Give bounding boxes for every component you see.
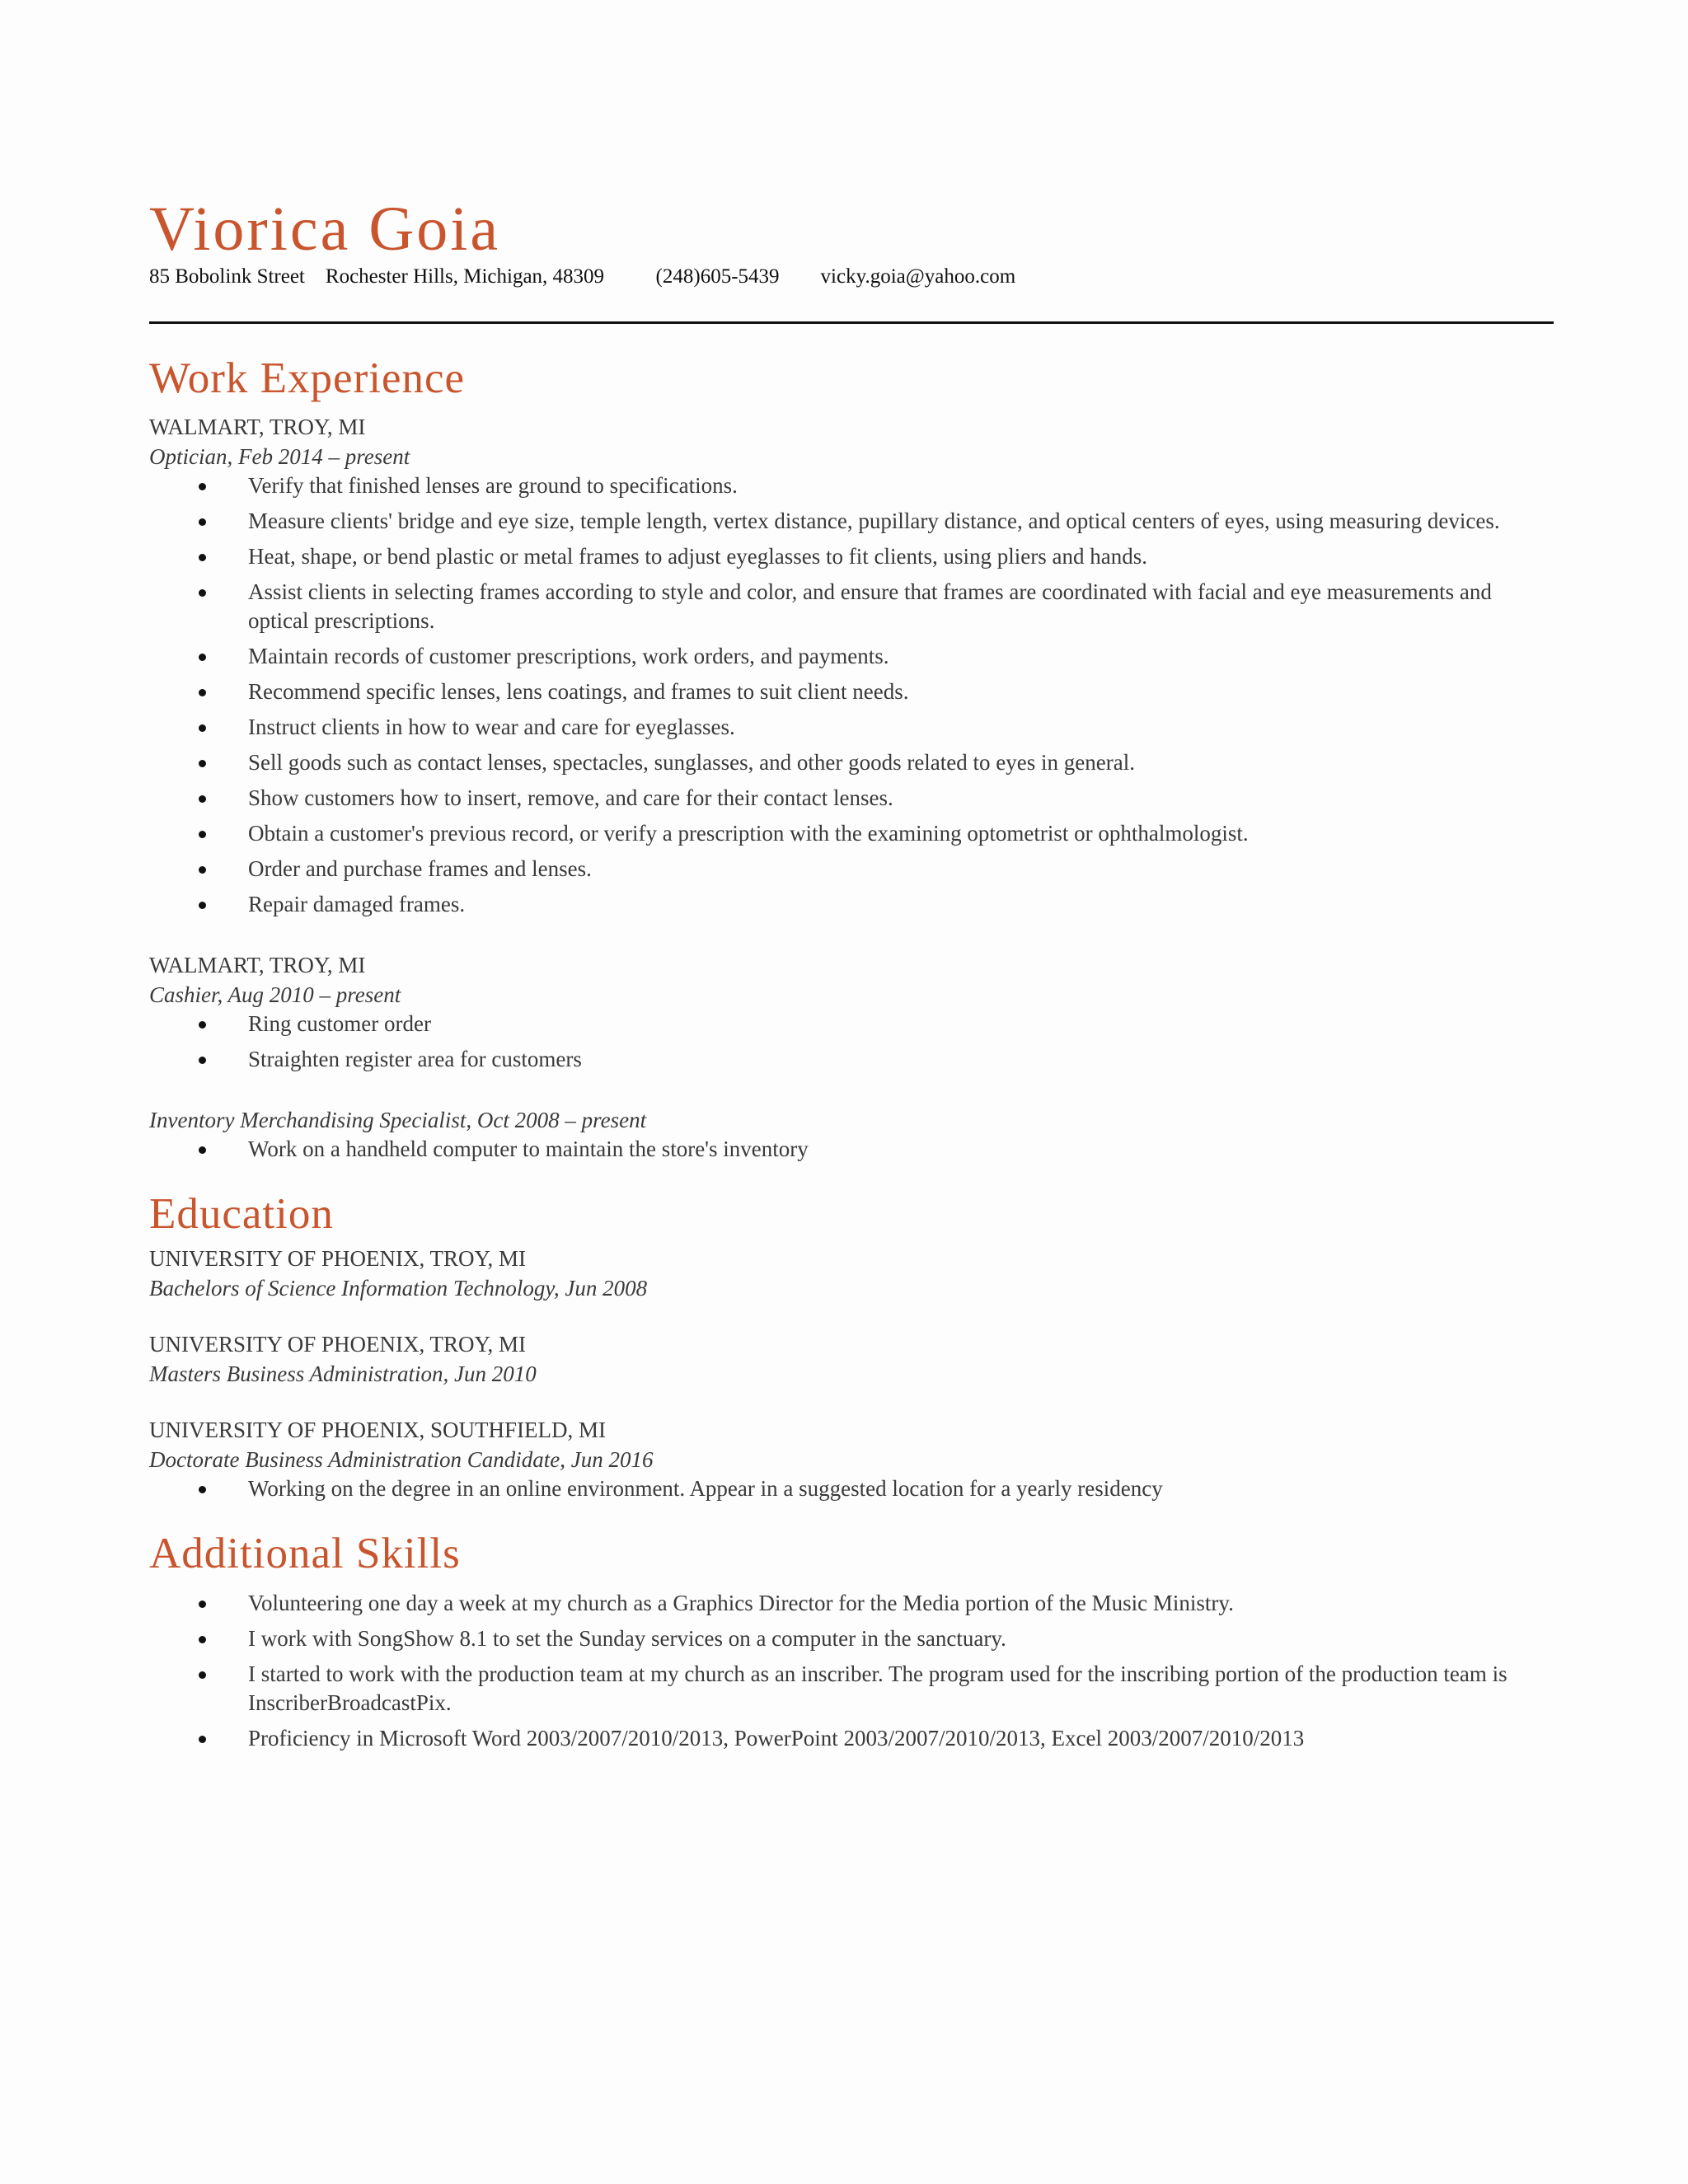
contact-street: 85 Bobolink Street xyxy=(149,265,305,288)
job-org: WALMART, TROY, MI xyxy=(149,414,366,439)
job-role: Cashier, Aug 2010 – present xyxy=(149,982,401,1007)
list-item xyxy=(149,1045,1554,1074)
list-item-text: Obtain a customer's previous record, or verify a prescription with the examining optometrist or ophthalmologist. xyxy=(248,820,1249,846)
list-item xyxy=(149,507,1554,536)
list-item-text: Show customers how to insert, remove, and care for their contact lenses. xyxy=(248,785,893,810)
school-name: UNIVERSITY OF PHOENIX, SOUTHFIELD, MI xyxy=(149,1418,606,1443)
list-item-text: Ring customer order xyxy=(248,1010,431,1036)
contact-email: vicky.goia@yahoo.com xyxy=(820,265,1016,288)
list-item xyxy=(149,1624,1554,1653)
list-item xyxy=(149,471,1554,500)
contact-phone: (248)605-5439 xyxy=(655,265,780,288)
list-item-text: Volunteering one day a week at my church as a Graphics Director for the Media portion of the Music Ministry. xyxy=(248,1590,1234,1615)
bullet-dot xyxy=(199,1486,206,1493)
list-item xyxy=(149,542,1554,571)
job-role: Inventory Merchandising Specialist, Oct 2008 – present xyxy=(149,1107,647,1132)
list-item-text: Maintain records of customer prescriptions, work orders, and payments. xyxy=(248,643,889,668)
degree: Doctorate Business Administration Candidate, Jun 2016 xyxy=(149,1447,654,1473)
bullet-dot xyxy=(199,1736,206,1743)
list-item-text: I work with SongShow 8.1 to set the Sunday services on a computer in the sanctuary. xyxy=(248,1625,1006,1651)
bullet-dot xyxy=(199,724,206,732)
list-item xyxy=(149,1010,1554,1038)
bullet-dot xyxy=(199,1636,206,1643)
list-item-text: I started to work with the production team at my church as an inscriber. The program used for the inscribing portion of the production team is InscriberBroadcastPix. xyxy=(248,1661,1507,1715)
list-item-text: Measure clients' bridge and eye size, temple length, vertex distance, pupillary distance, and optical centers of eyes, using measuring devices. xyxy=(248,508,1500,533)
list-item xyxy=(149,890,1554,919)
candidate-name: Viorica Goia xyxy=(149,194,501,264)
bullet-dot xyxy=(199,760,206,767)
job-entry xyxy=(149,1105,1554,1164)
list-item xyxy=(149,1724,1554,1753)
job-entry xyxy=(149,412,1554,919)
list-item-text: Straighten register area for customers xyxy=(248,1046,582,1071)
list-item xyxy=(149,748,1554,777)
list-item xyxy=(149,819,1554,848)
list-item-text: Work on a handheld computer to maintain the store's inventory xyxy=(248,1136,809,1161)
list-item xyxy=(149,1660,1554,1718)
list-item-text: Instruct clients in how to wear and care for eyeglasses. xyxy=(248,714,735,739)
list-item-text: Proficiency in Microsoft Word 2003/2007/2010/2013, PowerPoint 2003/2007/2010/2013, Excel 2003/2007/2010/2013 xyxy=(248,1725,1305,1750)
resume-body xyxy=(149,353,1554,1760)
job-role: Optician, Feb 2014 – present xyxy=(149,443,410,469)
list-item-text: Recommend specific lenses, lens coatings, and frames to suit client needs. xyxy=(248,678,909,704)
list-item xyxy=(149,1474,1554,1503)
bullet-dot xyxy=(199,831,206,838)
list-item xyxy=(149,642,1554,671)
section-title-work: Work Experience xyxy=(149,354,466,402)
bullet-dot xyxy=(199,1601,206,1608)
bullet-dot xyxy=(199,1671,206,1679)
list-item xyxy=(149,1589,1554,1618)
bullet-dot xyxy=(199,589,206,597)
education-bullets xyxy=(149,1474,1554,1503)
resume-header xyxy=(149,194,1554,288)
education-entry xyxy=(149,1244,1554,1303)
list-item-text: Heat, shape, or bend plastic or metal frames to adjust eyeglasses to fit clients, using pliers and hands. xyxy=(248,543,1147,569)
degree: Masters Business Administration, Jun 2010 xyxy=(149,1361,537,1387)
bullet-dot xyxy=(199,554,206,561)
job-bullets xyxy=(149,1010,1554,1074)
header-divider xyxy=(149,321,1554,324)
job-bullets xyxy=(149,1135,1554,1164)
bullet-dot xyxy=(199,483,206,490)
school-name: UNIVERSITY OF PHOENIX, TROY, MI xyxy=(149,1246,527,1272)
contact-line xyxy=(149,265,1554,288)
bullet-dot xyxy=(199,654,206,661)
job-bullets xyxy=(149,471,1554,919)
contact-city: Rochester Hills, Michigan, 48309 xyxy=(325,265,605,288)
list-item-text: Assist clients in selecting frames according to style and color, and ensure that frames are coordinated with facial and eye measurements and optical prescriptions. xyxy=(248,579,1492,633)
bullet-dot xyxy=(199,1057,206,1064)
bullet-dot xyxy=(199,902,206,909)
list-item xyxy=(149,578,1554,635)
bullet-dot xyxy=(199,1146,206,1154)
bullet-dot xyxy=(199,1021,206,1029)
section-title-education: Education xyxy=(149,1189,334,1238)
job-entry xyxy=(149,950,1554,1074)
list-item-text: Sell goods such as contact lenses, spectacles, sunglasses, and other goods related to eyes in general. xyxy=(248,749,1135,775)
job-org: WALMART, TROY, MI xyxy=(149,952,366,977)
education-entry xyxy=(149,1415,1554,1503)
list-item xyxy=(149,713,1554,742)
bullet-dot xyxy=(199,795,206,803)
bullet-dot xyxy=(199,689,206,696)
school-name: UNIVERSITY OF PHOENIX, TROY, MI xyxy=(149,1332,527,1357)
section-title-skills: Additional Skills xyxy=(149,1530,461,1578)
list-item xyxy=(149,855,1554,883)
list-item-text: Order and purchase frames and lenses. xyxy=(248,855,592,881)
list-item-text: Verify that finished lenses are ground to specifications. xyxy=(248,472,738,498)
skills-bullets xyxy=(149,1589,1554,1753)
education-entry xyxy=(149,1329,1554,1389)
list-item xyxy=(149,1135,1554,1164)
list-item xyxy=(149,677,1554,706)
degree: Bachelors of Science Information Technology, Jun 2008 xyxy=(149,1276,648,1301)
bullet-dot xyxy=(199,866,206,874)
list-item-text: Working on the degree in an online environment. Appear in a suggested location for a yearly residency xyxy=(248,1476,1163,1502)
list-item xyxy=(149,784,1554,813)
list-item-text: Repair damaged frames. xyxy=(248,891,466,916)
bullet-dot xyxy=(199,518,206,526)
